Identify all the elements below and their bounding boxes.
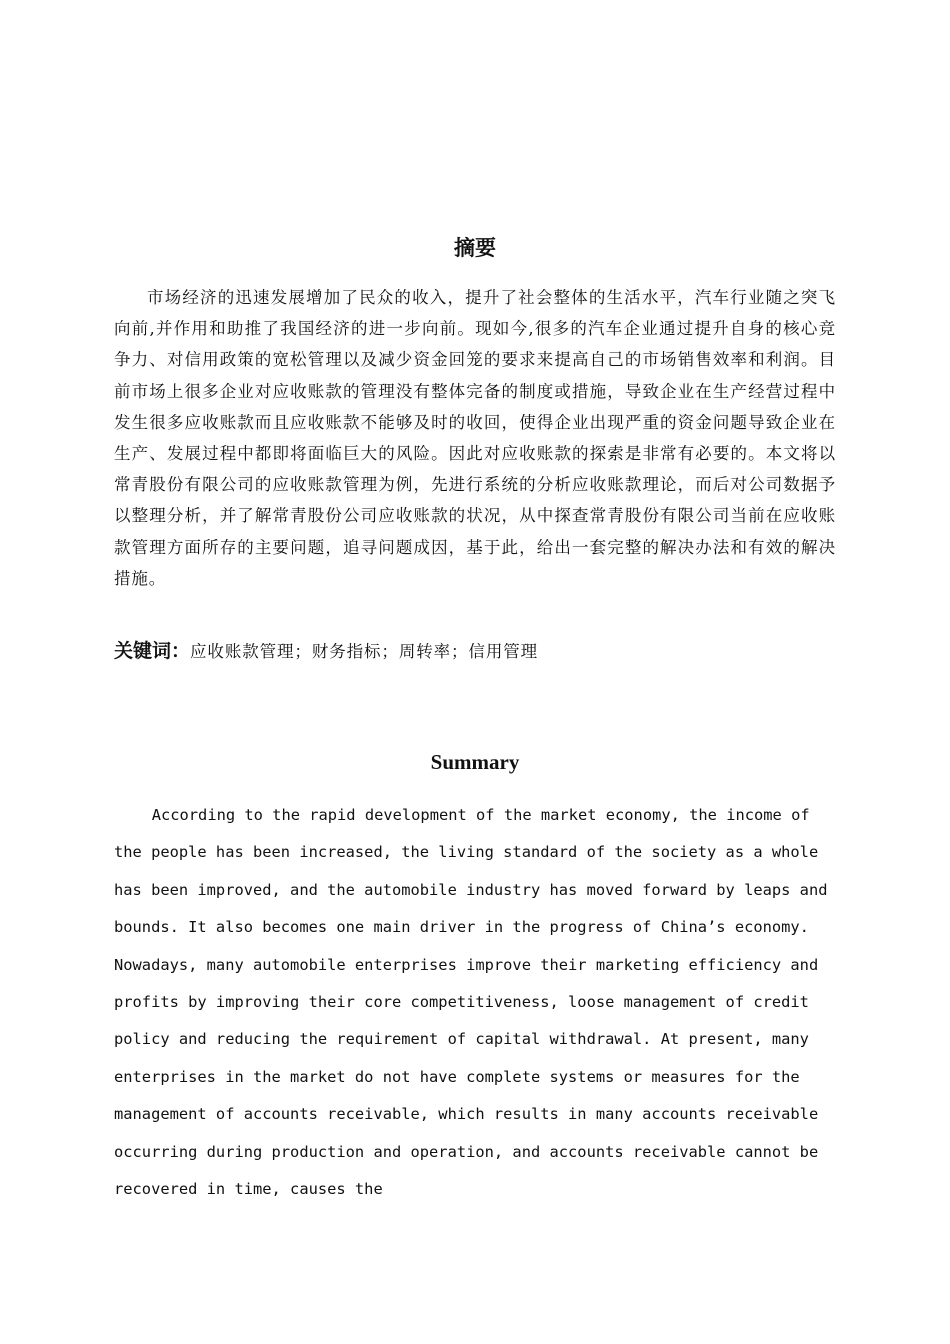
keywords-label: 关键词： <box>114 640 191 662</box>
abstract-cn-body: 市场经济的迅速发展增加了民众的收入，提升了社会整体的生活水平，汽车行业随之突飞向前,并作用和助推了我国经济的进一步向前。现如今,很多的汽车企业通过提升自身的核心竞争力、对信用政策的宽松管理以及减少资金回笼的要求来提高自己的市场销售效率和利润。目前市场上很多企业对应收账款的管理没有整体完备的制度或措施，导致企业在生产经营过程中发生很多应收账款而且应收账款不能够及时的收回，使得企业出现严重的资金问题导致企业在生产、发展过程中都即将面临巨大的风险。因此对应收账款的探索是非常有必要的。本文将以常青股份有限公司的应收账款管理为例，先进行系统的分析应收账款理论，而后对公司数据予以整理分析，并了解常青股份公司应收账款的状况，从中探查常青股份有限公司当前在应收账款管理方面所存的主要问题，追寻问题成因，基于此，给出一套完整的解决办法和有效的解决措施。 <box>114 288 836 588</box>
abstract-cn-title: 摘要 <box>454 236 496 260</box>
abstract-en-title: Summary <box>430 750 520 774</box>
abstract-en-body: According to the rapid development of the market economy, the income of the people has been increased, the living standard of the society as a whole has been improved, and the automobile industry has moved forward by leaps and bounds. It also becomes one main driver in the progress of China’s economy. Nowadays, many automobile enterprises improve their marketing efficiency and profits by improving their core competitiveness, loose management of credit policy and reducing the requirement of capital withdrawal. At present, many enterprises in the market do not have complete systems or measures for the management of accounts receivable, which results in many accounts receivable occurring during production and operation, and accounts receivable cannot be recovered in time, causes the <box>114 806 828 1199</box>
keywords-text: 应收账款管理；财务指标；周转率；信用管理 <box>190 642 539 661</box>
keywords-line <box>114 635 836 668</box>
